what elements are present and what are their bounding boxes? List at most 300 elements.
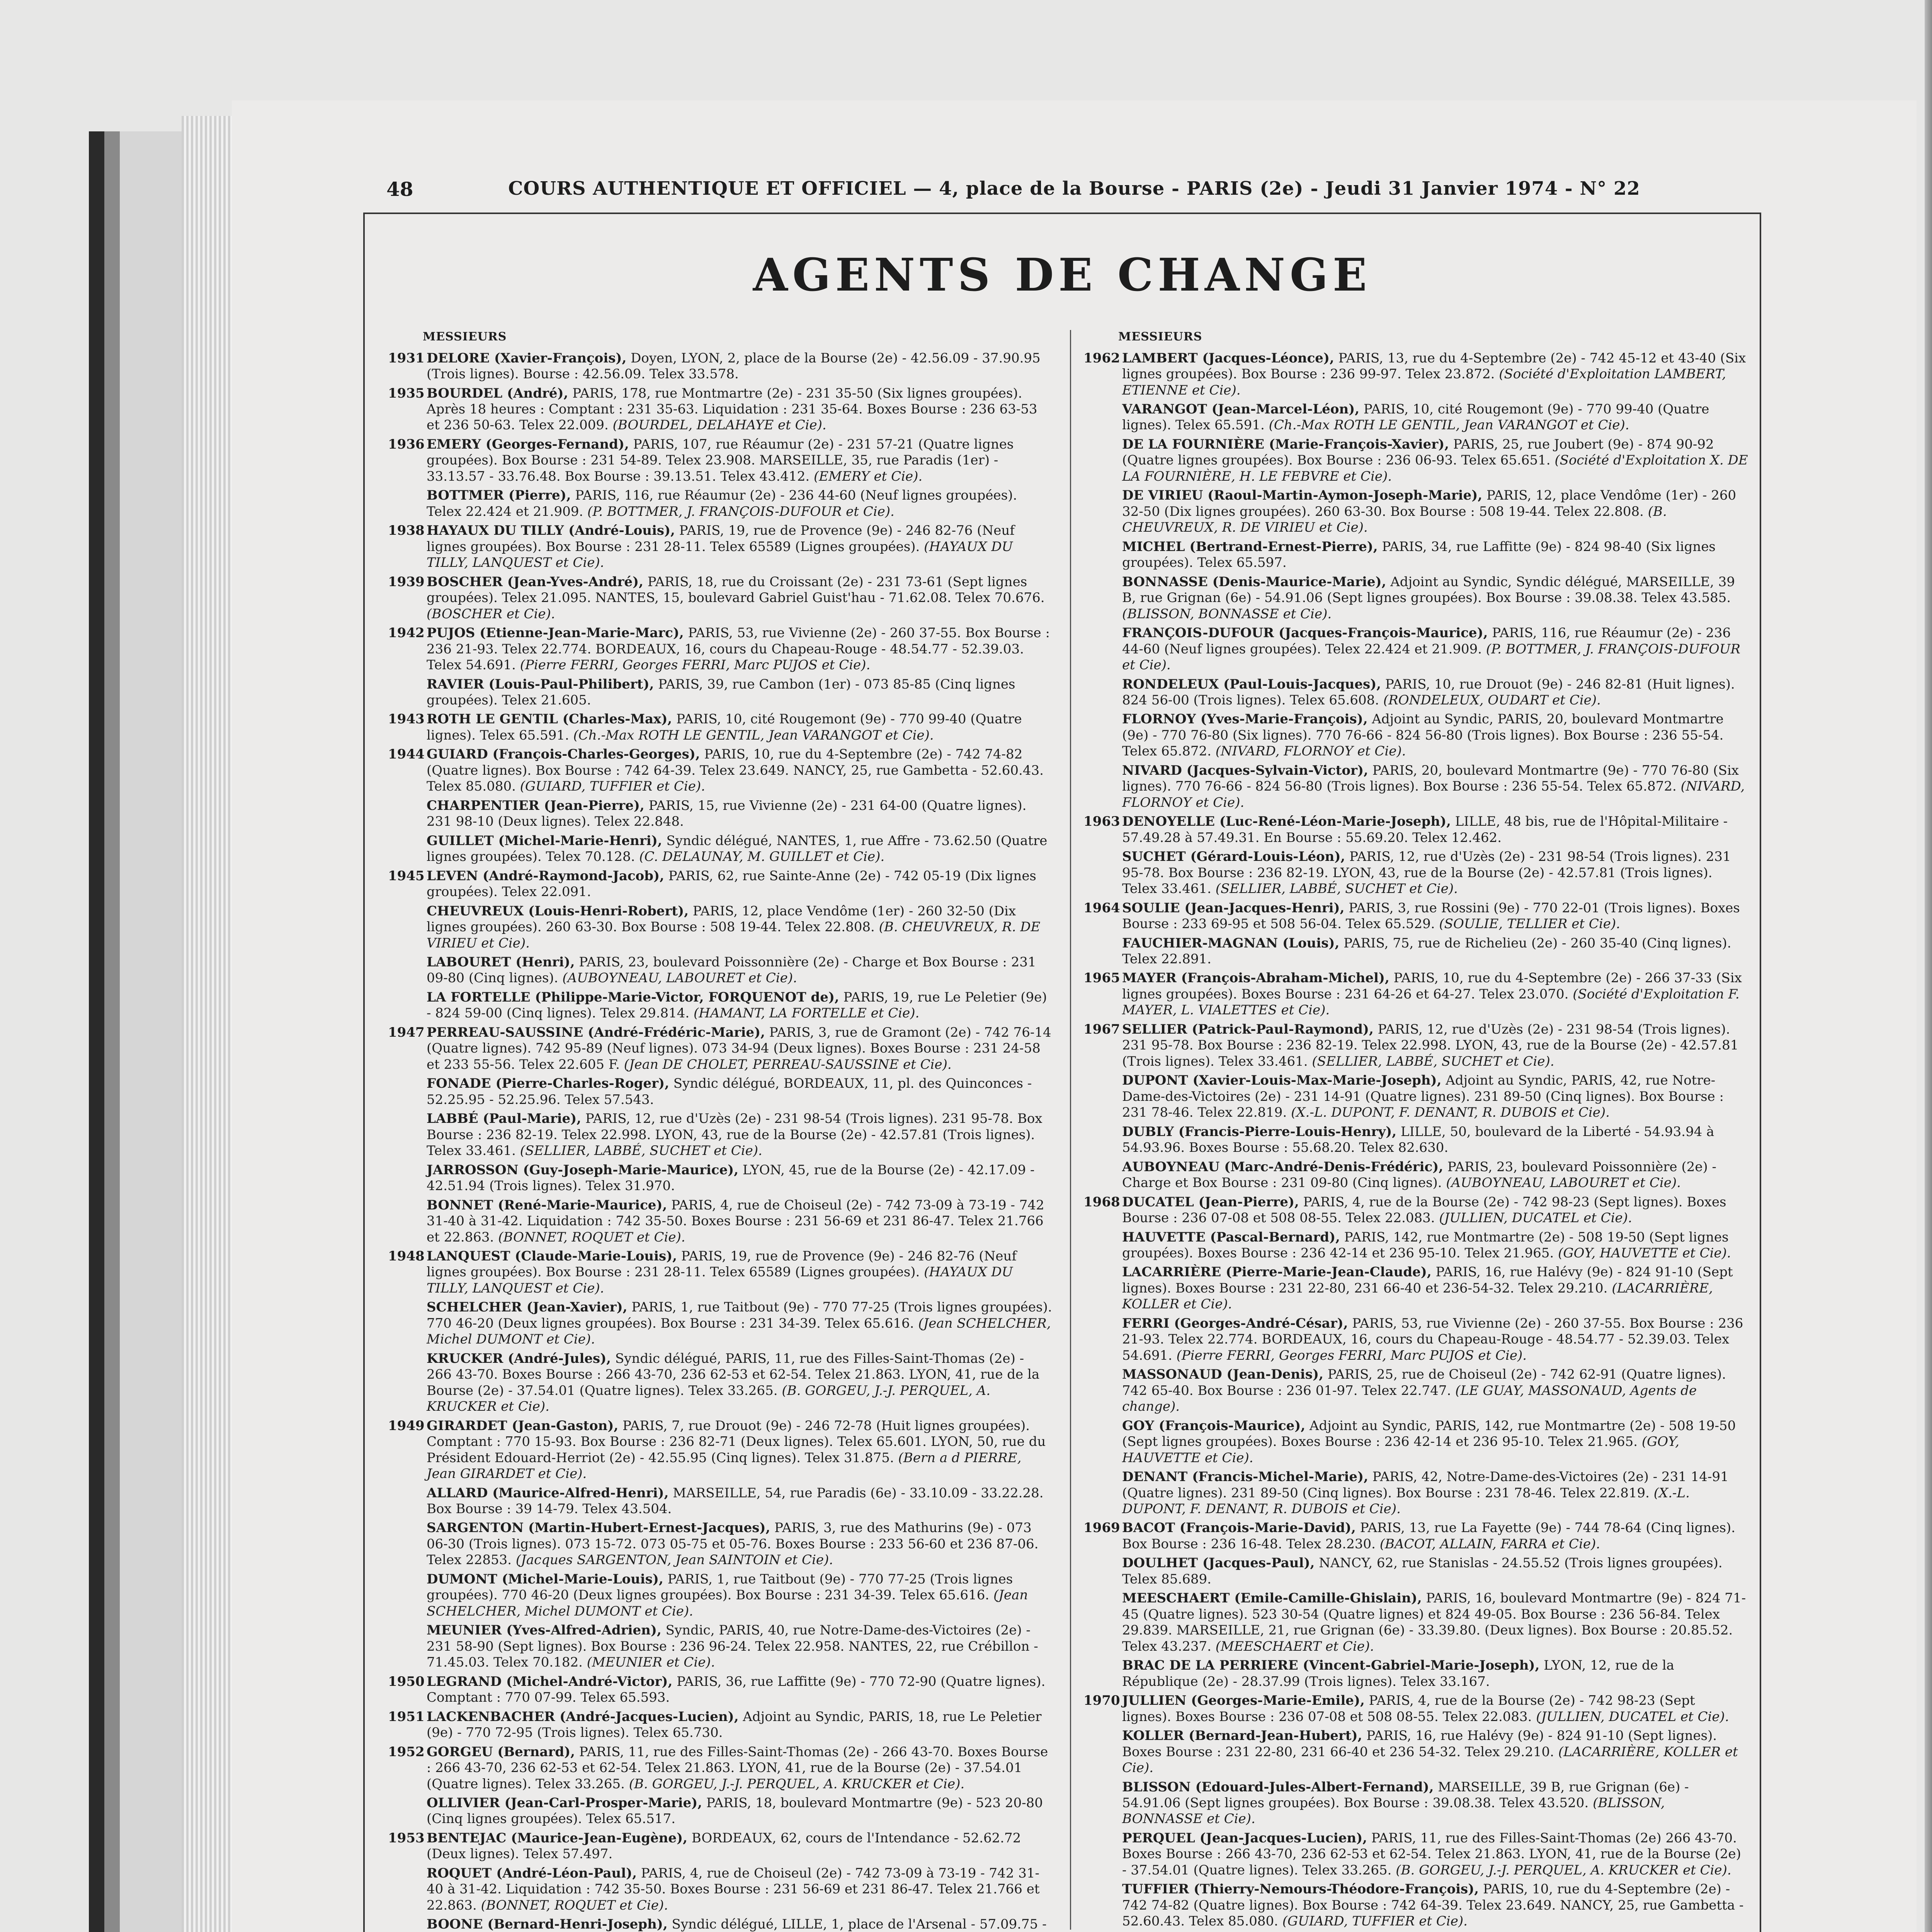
agent-firm: (BOSCHER et Cie). [427,606,555,622]
agent-name: DUCATEL (Jean-Pierre), [1122,1194,1299,1210]
agent-name: PERQUEL (Jean-Jacques-Lucien), [1122,1830,1367,1846]
agent-entry [1083,1693,1748,1725]
agent-firm: (Jean SCHELCHER, Michel DUMONT et Cie). [427,1587,1028,1619]
agent-firm: (GOY, HAUVETTE et Cie). [1558,1245,1731,1261]
page-title: AGENTS DE CHANGE [753,249,1372,301]
page-number: 48 [386,178,413,201]
agent-details: PARIS, 15, rue Vivienne (2e) - 231 64-00 (Quatre lignes). 231 98-10 (Deux lignes). Telex 22.848. [427,798,1027,830]
book-binding-right [1925,0,1932,1932]
agent-entry [1083,1728,1748,1776]
left-entry-list [388,350,1053,1932]
agent-firm: (EMERY et Cie). [813,468,923,484]
agent-entry [388,1025,1053,1073]
agent-firm: (P. BOTTMER, J. FRANÇOIS-DUFOUR et Cie). [1122,641,1741,673]
agent-entry [388,954,1053,986]
agent-details: PARIS, 116, rue Réaumur (2e) - 236 44-60 (Neuf lignes groupées). Telex 22.424 et 21.909. [427,488,1017,519]
agent-entry [1083,1159,1748,1191]
agent-name: DUMONT (Michel-Marie-Louis), [427,1571,663,1587]
agent-firm: (C. DELAUNAY, M. GUILLET et Cie). [639,849,885,865]
agent-details: PARIS, 20, boulevard Montmartre (9e) - 770 76-80 (Six lignes). 770 76-66 - 824 56-80 (Trois lignes). Box Bourse : 236 55-54. Telex 65.872. [1122,762,1739,794]
agent-details: PARIS, 4, rue de la Bourse (2e) - 742 98-23 (Sept lignes). Boxes Bourse : 236 07-08 et 508 08-55. Telex 22.083. [1122,1693,1695,1725]
agent-details: PARIS, 16, rue Halévy (9e) - 824 91-10 (Sept lignes). Boxes Bourse : 231 22-80, 231 66-40 et 236-54-32. Telex 29.210. [1122,1264,1733,1296]
agent-details: PARIS, 10, rue du 4-Septembre (2e) - 266 37-33 (Six lignes groupées). Boxes Bourse : 231 64-26 et 64-27. Telex 23.070. [1122,970,1742,1002]
agent-name: BONNASSE (Denis-Maurice-Marie), [1122,574,1386,590]
entry-year: 1944 [388,747,425,762]
agent-name: BACOT (François-Marie-David), [1122,1520,1356,1536]
agent-name: GIRARDET (Jean-Gaston), [427,1418,619,1434]
agent-entry [1083,1520,1748,1552]
agent-name: DUBLY (Francis-Pierre-Louis-Henry), [1122,1124,1397,1139]
agent-entry [1083,814,1748,846]
agent-entry [388,711,1053,743]
agent-entry [388,1830,1053,1862]
entry-year: 1943 [388,711,425,727]
agent-details: PARIS, 107, rue Réaumur (2e) - 231 57-21 (Quatre lignes groupées). Box Bourse : 231 54-89. Telex 23.908. MARSEILLE, 35, rue Paradis (1er) - 33.13.57 - 33.76.48. Box Bourse : 39.13.51. Telex 43.412. [427,436,1014,484]
agent-entry [1083,1124,1748,1156]
agent-name: ROTH LE GENTIL (Charles-Max), [427,711,672,727]
agent-firm: (SOULIE, TELLIER et Cie). [1439,916,1620,932]
agent-firm: (BLISSON, BONNASSE et Cie). [1122,1795,1665,1827]
entry-year: 1952 [388,1744,425,1760]
agent-name: MASSONAUD (Jean-Denis), [1122,1367,1323,1383]
agent-details: PARIS, 4, rue de Choiseul (2e) - 742 73-09 à 73-19 - 742 31-40 à 31-42. Liquidation : 742 35-50. Boxes Bourse : 231 56-69 et 231 86-47. Telex 21.766 et 22.863. [427,1197,1044,1245]
agent-details: MARSEILLE, 54, rue Paradis (6e) - 33.10.09 - 33.22.28. Box Bourse : 39 14-79. Telex 43.504. [427,1485,1044,1517]
agent-firm: (NIVARD, FLORNOY et Cie). [1122,779,1745,810]
agent-entry [388,1351,1053,1415]
agent-details: PARIS, 3, rue de Gramont (2e) - 742 76-14 (Quatre lignes). 742 95-89 (Neuf lignes). 073 34-94 (Deux lignes). Boxes Bourse : 231 24-58 et 233 55-56. Telex 22.605 F. [427,1024,1051,1072]
entry-year: 1953 [388,1830,425,1846]
agent-details: PARIS, 178, rue Montmartre (2e) - 231 35-50 (Six lignes groupées). Après 18 heures : Comptant : 231 35-63. Liquidation : 231 35-64. Boxes Bourse : 236 63-53 et 236 50-63. Telex 22.009. [427,385,1037,433]
entry-year: 1938 [388,523,425,539]
left-column [388,330,1053,1932]
entry-year: 1939 [388,574,425,590]
agent-entry [1083,1469,1748,1517]
agent-firm: (LACARRIÈRE, KOLLER et Cie). [1122,1744,1738,1776]
agent-firm: (AUBOYNEAU, LABOURET et Cie). [562,970,797,986]
agent-entry [1083,1230,1748,1262]
entry-year: 1964 [1083,900,1120,916]
agent-details: Syndic, PARIS, 40, rue Notre-Dame-des-Victoires (2e) - 231 58-90 (Sept lignes). Box Bourse : 236 96-24. Telex 22.958. NANTES, 22, rue Crébillon - 71.45.03. Telex 70.182. [427,1622,1038,1670]
agent-firm: (B. GORGEU, J.-J. PERQUEL, A. KRUCKER et Cie). [1396,1862,1731,1878]
agent-entry [1083,935,1748,968]
agent-entry [388,437,1053,485]
agent-entry [388,990,1053,1022]
agent-entry [388,677,1053,709]
agent-details: PARIS, 10, rue Drouot (9e) - 246 82-81 (Huit lignes). 824 56-00 (Trois lignes). Telex 65.608. [1122,676,1735,708]
agent-entry [388,1197,1053,1245]
agent-firm: (Pierre FERRI, Georges FERRI, Marc PUJOS et Cie). [520,657,871,673]
agent-entry [1083,970,1748,1018]
agent-firm: (Jean DE CHOLET, PERREAU-SAUSSINE et Cie). [624,1056,952,1072]
agent-firm: (MEUNIER et Cie). [587,1655,715,1670]
agent-firm: (JULLIEN, DUCATEL et Cie). [1439,1210,1632,1226]
agent-entry [388,1418,1053,1482]
agent-name: MAYER (François-Abraham-Michel), [1122,970,1389,986]
agent-firm: (MEESCHAERT et Cie). [1215,1638,1374,1654]
agent-details: PARIS, 4, rue de la Bourse (2e) - 742 98-23 (Sept lignes). Boxes Bourse : 236 07-08 et 508 08-55. Telex 22.083. [1122,1194,1726,1226]
agent-firm: (X.-L. DUPONT, F. DENANT, R. DUBOIS et Cie). [1291,1105,1610,1121]
agent-name: FAUCHIER-MAGNAN (Louis), [1122,935,1340,951]
agent-name: LABOURET (Henri), [427,954,575,970]
agent-details: PARIS, 39, rue Cambon (1er) - 073 85-85 (Cinq lignes groupées). Telex 21.605. [427,676,1015,708]
entry-year: 1949 [388,1418,425,1434]
agent-details: PARIS, 25, rue de Choiseul (2e) - 742 62-91 (Quatre lignes). 742 65-40. Box Bourse : 236 01-97. Telex 22.747. [1122,1367,1726,1398]
agent-name: JARROSSON (Guy-Joseph-Marie-Maurice), [427,1162,739,1178]
agent-name: GUIARD (François-Charles-Georges), [427,747,700,762]
agent-details: PARIS, 19, rue de Provence (9e) - 246 82-76 (Neuf lignes groupées). Box Bourse : 231 28-11. Telex 65589 (Lignes groupées). [427,1248,1017,1280]
agent-firm: (SELLIER, LABBÉ, SUCHET et Cie). [1215,881,1458,897]
agent-details: MARSEILLE, 39 B, rue Grignan (6e) - 54.91.06 (Sept lignes groupées). Box Bourse : 39.08.38. Telex 43.520. [1122,1779,1689,1811]
agent-details: PARIS, 12, place Vendôme (1er) - 260 32-50 (Dix lignes groupées). 260 63-30. Box Bourse : 508 19-44. Telex 22.808. [427,903,1016,935]
agent-name: DELORE (Xavier-François), [427,350,627,366]
agent-details: PARIS, 36, rue Laffitte (9e) - 770 72-90 (Quatre lignes). Comptant : 770 07-99. Telex 65.593. [427,1673,1046,1706]
agent-name: DE VIRIEU (Raoul-Martin-Aymon-Joseph-Marie), [1122,488,1483,503]
agent-details: BORDEAUX, 62, cours de l'Intendance - 52.62.72 (Deux lignes). Telex 57.497. [427,1830,1021,1862]
agent-firm: (BACOT, ALLAIN, FARRA et Cie). [1379,1536,1600,1552]
agent-name: LABBÉ (Paul-Marie), [427,1111,582,1127]
entry-year: 1947 [388,1024,425,1040]
agent-details: PARIS, 12, rue d'Uzès (2e) - 231 98-54 (Trois lignes). 231 95-78. Box Bourse : 236 82-19. LYON, 43, rue de la Bourse (2e) - 42.57.81 (Trois lignes). Telex 33.461. [1122,849,1731,897]
agent-details: Adjoint au Syndic, PARIS, 20, boulevard Montmartre (9e) - 770 76-80 (Six lignes). 770 76-66 - 824 56-80 (Trois lignes). Box Bourse : 236 55-54. Telex 65.872. [1122,711,1724,759]
agent-name: PERREAU-SAUSSINE (André-Frédéric-Marie), [427,1024,765,1040]
agent-firm: (Jacques SARGENTON, Jean SAINTOIN et Cie). [515,1552,833,1568]
agent-details: PARIS, 25, rue Joubert (9e) - 874 90-92 (Quatre lignes groupées). Box Bourse : 236 06-93. Telex 65.651. [1122,436,1714,468]
agent-details: PARIS, 34, rue Laffitte (9e) - 824 98-40 (Six lignes groupées). Telex 65.597. [1122,539,1716,571]
agent-entry [1083,900,1748,932]
agent-firm: (GUIARD, TUFFIER et Cie). [1282,1913,1468,1929]
agent-firm: (BLISSON, BONNASSE et Cie). [1122,606,1332,622]
agent-name: KOLLER (Bernard-Jean-Hubert), [1122,1728,1362,1744]
entry-year: 1942 [388,625,425,641]
agent-name: SOULIE (Jean-Jacques-Henri), [1122,900,1345,916]
agent-entry [388,1866,1053,1913]
agent-entry [1083,401,1748,434]
agent-entry [388,1571,1053,1619]
agent-name: MEUNIER (Yves-Alfred-Adrien), [427,1622,662,1638]
agent-details: PARIS, 16, rue Halévy (9e) - 824 91-10 (Sept lignes). Boxes Bourse : 231 22-80, 231 66-40 et 236 54-32. Telex 29.210. [1122,1728,1717,1760]
agent-name: FRANÇOIS-DUFOUR (Jacques-François-Maurice), [1122,625,1488,641]
agent-entry [388,1674,1053,1706]
agent-entry [1083,763,1748,811]
running-head: COURS AUTHENTIQUE ET OFFICIEL — 4, place de la Bourse - PARIS (2e) - Jeudi 31 Janvier 1974 - N° 22 [508,178,1640,199]
agent-details: Syndic délégué, NANTES, 1, rue Affre - 73.62.50 (Quatre lignes groupées). Telex 70.128. [427,833,1048,865]
agent-details: PARIS, 13, rue La Fayette (9e) - 744 78-64 (Cinq lignes). Box Bourse : 236 16-48. Telex 28.230. [1122,1520,1736,1552]
book-binding-left [89,131,182,1932]
agent-details: PARIS, 62, rue Sainte-Anne (2e) - 742 05-19 (Dix lignes groupées). Telex 22.091. [427,868,1036,900]
agent-name: LANQUEST (Claude-Marie-Louis), [427,1248,677,1264]
agent-name: FLORNOY (Yves-Marie-François), [1122,711,1368,727]
agent-name: DUPONT (Xavier-Louis-Max-Marie-Joseph), [1122,1073,1442,1088]
agent-details: PARIS, 4, rue de Choiseul (2e) - 742 73-09 à 73-19 - 742 31-40 à 31-42. Liquidation : 742 35-50. Boxes Bourse : 231 56-69 et 231 86-47. Telex 21.766 et 22.863. [427,1865,1040,1913]
agent-firm: (P. BOTTMER, J. FRANÇOIS-DUFOUR et Cie). [587,503,895,519]
agent-entry [388,1709,1053,1741]
agent-details: PARIS, 18, boulevard Montmartre (9e) - 523 20-80 (Cinq lignes groupées). Telex 65.517. [427,1795,1043,1827]
agent-name: HAUVETTE (Pascal-Bernard), [1122,1229,1340,1245]
entry-year: 1948 [388,1248,425,1264]
agent-entry [388,574,1053,622]
agent-entry [1083,1590,1748,1655]
agent-entry [1083,711,1748,759]
agent-name: BOSCHER (Jean-Yves-André), [427,574,643,590]
agent-details: PARIS, 11, rue des Filles-Saint-Thomas (2e) 266 43-70. Boxes Bourse : 266 43-70, 236 62-53 et 62-54. Telex 21.863. LYON, 41, rue de la Bourse (2e) - 37.54.01 (Quatre lignes). Telex 33.265. [1122,1830,1741,1878]
entry-year: 1945 [388,868,425,884]
agent-entry [1083,1194,1748,1226]
agent-entry [1083,488,1748,536]
agent-entry [1083,437,1748,485]
agent-firm: (SELLIER, LABBÉ, SUCHET et Cie). [520,1143,762,1159]
agent-entry [388,1744,1053,1792]
agent-details: PARIS, 116, rue Réaumur (2e) - 236 44-60 (Neuf lignes groupées). Telex 22.424 et 21.909. [1122,625,1731,657]
agent-firm: (BONNET, ROQUET et Cie). [481,1897,668,1913]
agent-firm: (Société d'Exploitation X. DE LA FOURNIÈRE, H. LE FEBVRE et Cie). [1122,452,1748,484]
agent-details: PARIS, 7, rue Drouot (9e) - 246 72-78 (Huit lignes groupées). Comptant : 770 15-93. Box Bourse : 236 82-71 (Deux lignes). Telex 65.601. LYON, 50, rue du Président Edouard-Herriot (2e) - 42.55.95 (Cinq lignes). Telex 31.875. [427,1418,1046,1466]
agent-details: Adjoint au Syndic, PARIS, 142, rue Montmartre (2e) - 508 19-50 (Sept lignes groupées). Boxes Bourse : 236 42-14 et 236 95-10. Telex 21.965. [1122,1418,1736,1450]
entry-year: 1950 [388,1673,425,1689]
agent-entry [388,798,1053,830]
right-entry-list [1083,350,1748,1932]
agent-name: FERRI (Georges-André-César), [1122,1315,1348,1331]
agent-details: PARIS, 19, rue Le Peletier (9e) - 824 59-00 (Cinq lignes). Telex 29.814. [427,989,1047,1021]
agent-entry [388,833,1053,865]
agent-name: SELLIER (Patrick-Paul-Raymond), [1122,1021,1374,1037]
agent-name: MEESCHAERT (Emile-Camille-Ghislain), [1122,1590,1422,1606]
entry-year: 1965 [1083,970,1120,986]
entry-year: 1931 [388,350,425,366]
agent-entry [1083,1830,1748,1878]
agent-entry [388,868,1053,900]
agent-firm: (B. CHEUVREUX, R. DE VIRIEU et Cie). [427,919,1041,951]
agent-entry [388,523,1053,571]
agent-name: BOURDEL (André), [427,385,568,401]
agent-details: PARIS, 1, rue Taitbout (9e) - 770 77-25 (Trois lignes groupées). 770 46-20 (Deux lignes groupées). Box Bourse : 231 34-39. Telex 65.616. [427,1299,1052,1331]
agent-firm: (X.-L. DUPONT, F. DENANT, R. DUBOIS et Cie). [1122,1485,1690,1517]
agent-name: HAYAUX DU TILLY (André-Louis), [427,523,675,539]
agent-details: PARIS, 18, rue du Croissant (2e) - 231 73-61 (Sept lignes groupées). Telex 21.095. NANTES, 15, boulevard Gabriel Guist'hau - 71.62.08. Telex 70.676. [427,574,1045,606]
agent-details: Syndic délégué, BORDEAUX, 11, pl. des Quinconces - 52.25.95 - 52.25.96. Telex 57.543. [427,1076,1032,1107]
agent-entry [388,1795,1053,1827]
agent-details: PARIS, 42, Notre-Dame-des-Victoires (2e) - 231 14-91 (Quatre lignes). 231 89-50 (Cinq lignes). Box Bourse : 231 78-46. Telex 22.819. [1122,1469,1729,1501]
agent-entry [1083,574,1748,622]
agent-name: GUILLET (Michel-Marie-Henri), [427,833,662,849]
agent-details: NANCY, 62, rue Stanislas - 24.55.52 (Trois lignes groupées). Telex 85.689. [1122,1555,1723,1587]
agent-name: LACKENBACHER (André-Jacques-Lucien), [427,1709,739,1725]
agent-name: SCHELCHER (Jean-Xavier), [427,1299,628,1315]
agent-details: PARIS, 11, rue des Filles-Saint-Thomas (2e) - 266 43-70. Boxes Bourse : 266 43-70, 236 62-53 et 62-54. Telex 21.863. LYON, 41, rue de la Bourse (2e) - 37.54.01 (Quatre lignes). Telex 33.265. [427,1744,1048,1792]
agent-name: LEVEN (André-Raymond-Jacob), [427,868,664,884]
agent-name: OLLIVIER (Jean-Carl-Prosper-Marie), [427,1795,702,1811]
agent-entry [1083,1316,1748,1364]
agent-name: SARGENTON (Martin-Hubert-Ernest-Jacques), [427,1520,770,1536]
agent-entry [1083,625,1748,673]
agent-name: RAVIER (Louis-Paul-Philibert), [427,676,654,692]
agent-details: PARIS, 3, rue des Mathurins (9e) - 073 06-30 (Trois lignes). 073 15-72. 073 05-75 et 05-76. Boxes Bourse : 233 56-60 et 236 87-06. Telex 22853. [427,1520,1039,1568]
entry-year: 1967 [1083,1021,1120,1037]
agent-firm: (BONNET, ROQUET et Cie). [498,1229,685,1245]
right-column [1083,330,1748,1932]
agent-details: PARIS, 13, rue du 4-Septembre (2e) - 742 45-12 et 43-40 (Six lignes groupées). Box Bourse : 236 99-97. Telex 23.872. [1122,350,1746,382]
entry-year: 1936 [388,436,425,452]
agent-details: PARIS, 10, rue du 4-Septembre (2e) - 742 74-82 (Quatre lignes). Box Bourse : 742 64-39. Telex 23.649. NANCY, 25, rue Gambetta - 52.60.43. Telex 85.080. [1122,1881,1744,1929]
agent-firm: (GUIARD, TUFFIER et Cie). [520,779,705,794]
agent-name: LEGRAND (Michel-André-Victor), [427,1673,673,1689]
agent-firm: (B. GORGEU, J.-J. PERQUEL, A. KRUCKER et Cie). [427,1383,991,1415]
agent-name: FONADE (Pierre-Charles-Roger), [427,1076,669,1092]
agent-name: DENANT (Francis-Michel-Marie), [1122,1469,1368,1485]
agent-entry [388,625,1053,673]
entry-year: 1963 [1083,814,1120,830]
agent-entry [388,488,1053,520]
agent-details: PARIS, 12, rue d'Uzès (2e) - 231 98-54 (Trois lignes). 231 95-78. Box Bourse : 236 82-19. Telex 22.998. LYON, 43, rue de la Bourse (2e) - 42.57.81 (Trois lignes). Telex 33.461. [1122,1021,1739,1069]
entry-year: 1951 [388,1709,425,1725]
agent-details: PARIS, 12, place Vendôme (1er) - 260 32-50 (Dix lignes groupées). 260 63-30. Box Bourse : 508 19-44. Telex 22.808. [1122,488,1736,519]
agent-entry [1083,1779,1748,1827]
agent-details: PARIS, 23, boulevard Poissonnière (2e) - Charge et Box Bourse : 231 09-80 (Cinq lignes). [1122,1159,1717,1191]
agent-name: JULLIEN (Georges-Marie-Emile), [1122,1693,1365,1709]
agent-name: SUCHET (Gérard-Louis-Léon), [1122,849,1345,865]
agent-name: TUFFIER (Thierry-Nemours-Théodore-François), [1122,1881,1479,1897]
agent-entry [388,1076,1053,1108]
agent-firm: (Jean SCHELCHER, Michel DUMONT et Cie). [427,1315,1051,1347]
agent-name: BRAC DE LA PERRIERE (Vincent-Gabriel-Marie-Joseph), [1122,1658,1540,1673]
agent-details: LYON, 45, rue de la Bourse (2e) - 42.17.09 - 42.51.94 (Trois lignes). Telex 31.970. [427,1162,1035,1194]
agent-name: DOULHET (Jacques-Paul), [1122,1555,1315,1571]
agent-name: NIVARD (Jacques-Sylvain-Victor), [1122,762,1368,778]
agent-details: LILLE, 50, boulevard de la Liberté - 54.93.94 à 54.93.96. Boxes Bourse : 55.68.20. Telex 82.630. [1122,1124,1714,1156]
left-column-heading: MESSIEURS [423,330,507,344]
agent-details: PARIS, 19, rue de Provence (9e) - 246 82-76 (Neuf lignes groupées). Box Bourse : 231 28-11. Telex 65589 (Lignes groupées). [427,523,1015,554]
agent-name: EMERY (Georges-Fernand), [427,436,629,452]
agent-firm: (LACARRIÈRE, KOLLER et Cie). [1122,1280,1713,1312]
agent-entry [388,1485,1053,1517]
agent-firm: (HAYAUX DU TILLY, LANQUEST et Cie). [427,539,1013,571]
entry-year: 1935 [388,385,425,401]
agent-name: GORGEU (Bernard), [427,1744,575,1760]
agent-details: LYON, 12, rue de la République (2e) - 28.37.99 (Trois lignes). Telex 33.167. [1122,1658,1674,1689]
agent-details: PARIS, 1, rue Taitbout (9e) - 770 77-25 (Trois lignes groupées). 770 46-20 (Deux lignes groupées). Box Bourse : 231 34-39. Telex 65.616. [427,1571,1013,1603]
agent-entry [1083,849,1748,897]
agent-firm: (LE GUAY, MASSONAUD, Agents de change). [1122,1383,1697,1415]
agent-name: KRUCKER (André-Jules), [427,1350,611,1366]
agent-details: Adjoint au Syndic, Syndic délégué, MARSEILLE, 39 B, rue Grignan (6e) - 54.91.06 (Sept lignes groupées). Box Bourse : 39.08.38. Telex 43.585. [1122,574,1735,606]
agent-firm: (Pierre FERRI, Georges FERRI, Marc PUJOS et Cie). [1176,1347,1527,1363]
agent-entry [388,1111,1053,1159]
agents-frame [363,213,1761,1932]
agent-firm: (HAYAUX DU TILLY, LANQUEST et Cie). [427,1264,1013,1296]
agent-entry [1083,1264,1748,1312]
agent-firm: (BOURDEL, DELAHAYE et Cie). [612,417,827,433]
agent-details: PARIS, 3, rue Rossini (9e) - 770 22-01 (Trois lignes). Boxes Bourse : 233 69-95 et 508 56-04. Telex 65.529. [1122,900,1740,932]
agent-details: Syndic délégué, PARIS, 11, rue des Filles-Saint-Thomas (2e) - 266 43-70. Boxes Bourse : 266 43-70, 236 62-53 et 62-54. Telex 21.863. LYON, 41, rue de la Bourse (2e) - 37.54.01 (Quatre lignes). Telex 33.265. [427,1350,1040,1398]
agent-firm: (Société d'Exploitation F. MAYER, L. VIALETTES et Cie). [1122,986,1740,1018]
agent-entry [1083,1418,1748,1466]
agent-name: VARANGOT (Jean-Marcel-Léon), [1122,401,1360,417]
agent-name: MICHEL (Bertrand-Ernest-Pierre), [1122,539,1378,554]
agent-firm: (Ch.-Max ROTH LE GENTIL, Jean VARANGOT et Cie). [1269,417,1629,433]
agent-entry [388,903,1053,951]
agent-entry [388,350,1053,383]
agent-details: LILLE, 48 bis, rue de l'Hôpital-Militaire - 57.49.28 à 57.49.31. En Bourse : 55.69.20. Telex 12.462. [1122,814,1728,845]
agent-entry [1083,677,1748,709]
agent-name: DE LA FOURNIÈRE (Marie-François-Xavier), [1122,436,1449,452]
newspaper-page [232,100,1917,1932]
agent-name: GOY (François-Maurice), [1122,1418,1306,1434]
agent-entry [1083,350,1748,398]
entry-year: 1968 [1083,1194,1120,1210]
agent-firm: (NIVARD, FLORNOY et Cie). [1215,743,1406,759]
right-column-heading: MESSIEURS [1118,330,1202,344]
agent-entry [388,386,1053,434]
agent-name: LAMBERT (Jacques-Léonce), [1122,350,1334,366]
agent-details: PARIS, 53, rue Vivienne (2e) - 260 37-55. Box Bourse : 236 21-93. Telex 22.774. BORDEAUX, 16, cours du Chapeau-Rouge - 48.54.77 - 52.39.03. Telex 54.691. [427,625,1050,673]
agent-details: PARIS, 10, cité Rougemont (9e) - 770 99-40 (Quatre lignes). Telex 65.591. [427,711,1022,743]
agent-details: PARIS, 16, boulevard Montmartre (9e) - 824 71-45 (Quatre lignes). 523 30-54 (Quatre lignes) et 824 49-05. Box Bourse : 236 56-84. Telex 29.839. MARSEILLE, 21, rue Grignan (6e) - 33.39.80. (Deux lignes). Box Bourse : 20.85.52. Telex 43.237. [1122,1590,1746,1654]
agent-details: Syndic délégué, LILLE, 1, place de l'Arsenal - 57.09.75 - [672,1917,1047,1932]
agent-entry [1083,539,1748,571]
agent-name: BLISSON (Edouard-Jules-Albert-Fernand), [1122,1779,1434,1795]
agent-firm: (Société d'Exploitation LAMBERT, ETIENNE et Cie). [1122,366,1726,398]
agent-details: PARIS, 10, rue du 4-Septembre (2e) - 742 74-82 (Quatre lignes). Box Bourse : 742 64-39. Telex 23.649. NANCY, 25, rue Gambetta - 52.60.43. Telex 85.080. [427,747,1044,794]
agent-name: RONDELEUX (Paul-Louis-Jacques), [1122,676,1381,692]
agent-entry [388,1917,1053,1932]
agent-entry [1083,1073,1748,1121]
agent-name: BOONE (Bernard-Henri-Joseph), [427,1917,668,1932]
agent-firm: (SELLIER, LABBÉ, SUCHET et Cie). [1312,1053,1554,1069]
agent-details: Adjoint au Syndic, PARIS, 18, rue Le Peletier (9e) - 770 72-95 (Trois lignes). Telex 65.730. [427,1709,1042,1741]
agent-entry [1083,1881,1748,1929]
book-page-edges [182,116,232,1932]
agent-entry [1083,1658,1748,1690]
agent-name: DENOYELLE (Luc-René-Léon-Marie-Joseph), [1122,814,1451,830]
agent-name: BENTEJAC (Maurice-Jean-Eugène), [427,1830,687,1846]
agent-details: PARIS, 12, rue d'Uzès (2e) - 231 98-54 (Trois lignes). 231 95-78. Box Bourse : 236 82-19. Telex 22.998. LYON, 43, rue de la Bourse (2e) - 42.57.81 (Trois lignes). Telex 33.461. [427,1111,1043,1159]
agent-firm: (Ch.-Max ROTH LE GENTIL, Jean VARANGOT et Cie). [573,727,934,743]
agent-entry [388,1299,1053,1347]
agent-entry [388,1520,1053,1568]
agent-name: LA FORTELLE (Philippe-Marie-Victor, FORQUENOT de), [427,989,839,1005]
agent-firm: (RONDELEUX, OUDART et Cie). [1383,692,1601,708]
agent-details: PARIS, 53, rue Vivienne (2e) - 260 37-55. Box Bourse : 236 21-93. Telex 22.774. BORDEAUX, 16, cours du Chapeau-Rouge - 48.54.77 - 52.39.03. Telex 54.691. [1122,1315,1743,1363]
agent-entry [388,1162,1053,1194]
agent-firm: (GOY, HAUVETTE et Cie). [1122,1434,1680,1466]
agent-firm: (B. CHEUVREUX, R. DE VIRIEU et Cie). [1122,503,1667,536]
entry-year: 1962 [1083,350,1120,366]
agent-name: ALLARD (Maurice-Alfred-Henri), [427,1485,669,1501]
agent-firm: (AUBOYNEAU, LABOURET et Cie). [1446,1175,1681,1191]
entry-year: 1969 [1083,1520,1120,1536]
agent-firm: (B. GORGEU, J.-J. PERQUEL, A. KRUCKER et Cie). [629,1776,965,1792]
entry-year: 1970 [1083,1693,1120,1709]
agent-name: PUJOS (Etienne-Jean-Marie-Marc), [427,625,684,641]
agent-firm: (JULLIEN, DUCATEL et Cie). [1536,1709,1729,1725]
agent-details: PARIS, 10, cité Rougemont (9e) - 770 99-40 (Quatre lignes). Telex 65.591. [1122,401,1709,433]
agent-details: Adjoint au Syndic, PARIS, 42, rue Notre-Dame-des-Victoires (2e) - 231 14-91 (Quatre lignes). 231 89-50 (Cinq lignes). Box Bourse : 231 78-46. Telex 22.819. [1122,1073,1724,1121]
column-divider [1070,330,1071,1930]
agent-details: PARIS, 142, rue Montmartre (2e) - 508 19-50 (Sept lignes groupées). Boxes Bourse : 236 42-14 et 236 95-10. Telex 21.965. [1122,1229,1729,1261]
agent-name: ROQUET (André-Léon-Paul), [427,1865,637,1881]
agent-entry [388,1622,1053,1670]
agent-name: BONNET (René-Marie-Maurice), [427,1197,667,1213]
agent-firm: (HAMANT, LA FORTELLE et Cie). [694,1005,920,1021]
agent-details: Doyen, LYON, 2, place de la Bourse (2e) - 42.56.09 - 37.90.95 (Trois lignes). Bourse : 42.56.09. Telex 33.578. [427,350,1041,382]
agent-name: AUBOYNEAU (Marc-André-Denis-Frédéric), [1122,1159,1444,1175]
agent-entry [388,1248,1053,1296]
agent-details: PARIS, 23, boulevard Poissonnière (2e) - Charge et Box Bourse : 231 09-80 (Cinq lignes). [427,954,1036,986]
agent-name: BOTTMER (Pierre), [427,488,571,503]
agent-entry [1083,1022,1748,1070]
agent-name: CHEUVREUX (Louis-Henri-Robert), [427,903,689,919]
agent-details: PARIS, 75, rue de Richelieu (2e) - 260 35-40 (Cinq lignes). Telex 22.891. [1122,935,1731,967]
agent-name: CHARPENTIER (Jean-Pierre), [427,798,645,813]
